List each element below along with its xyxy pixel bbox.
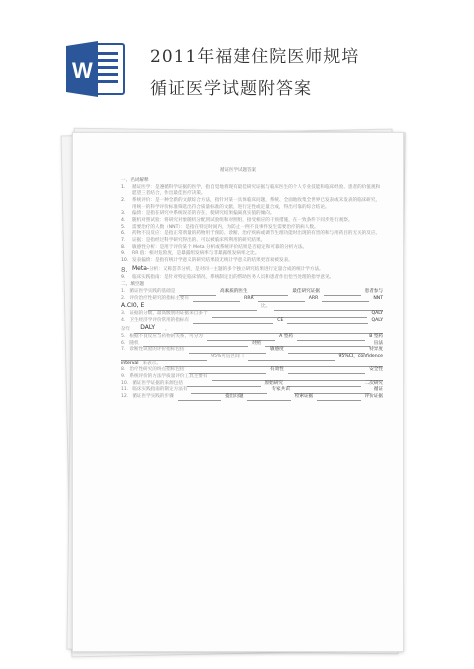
list-item bbox=[121, 296, 383, 303]
item-number: 4. bbox=[121, 217, 126, 223]
item-number: 3. bbox=[121, 310, 126, 316]
item-text: 系统评价：是一种全新的文献综合方法，指针对某一具体临床问题，系统、全面地收集全世界已发表或未发表的临床研究，用统一的科学评价标准筛选出符合质量标准的文献，进行定性或定量合成，得出可靠的综合结论。 bbox=[132, 197, 381, 210]
item-text: 评价治疗性研究的指标主要有 bbox=[129, 295, 190, 301]
item-number: 6. bbox=[121, 340, 126, 346]
list-item bbox=[121, 318, 383, 325]
item-text: 卫生经济学评价常用的指标有 bbox=[129, 317, 190, 323]
answer-text: 患者参与 bbox=[364, 288, 383, 294]
aci-tail: 比。 bbox=[261, 304, 271, 310]
document-preview[interactable] bbox=[66, 128, 404, 656]
list-item bbox=[121, 218, 383, 225]
section-heading: 一、名词解释 bbox=[121, 178, 149, 183]
answer-text: 原始研究 bbox=[264, 380, 283, 386]
item-number: 2. bbox=[121, 295, 126, 301]
svg-text:W: W bbox=[72, 58, 93, 83]
answer-text: ARR bbox=[308, 295, 319, 301]
answer-blank bbox=[258, 296, 305, 302]
list-item bbox=[121, 311, 383, 318]
answer-blank bbox=[287, 381, 361, 387]
item-text: 需要治疗的人数（NNT）：是指在特定时间内，为防止一例不良事件发生需要治疗的病人数。 bbox=[132, 224, 319, 230]
list-item bbox=[121, 275, 383, 282]
item-number: 10. bbox=[121, 257, 129, 263]
item-number: 8. bbox=[121, 244, 126, 250]
answer-blank bbox=[322, 296, 369, 302]
fill-list bbox=[121, 334, 383, 354]
answer-text: RRR bbox=[244, 295, 254, 301]
list-item bbox=[121, 231, 383, 238]
fill-list bbox=[121, 367, 383, 400]
list-item bbox=[121, 324, 383, 334]
item-text: 发表偏倚：是指有统计学意义的研究结果较无统计学意义的结果更容易被发表。 bbox=[132, 257, 293, 263]
word-icon bbox=[64, 38, 126, 100]
item-number: 5. bbox=[121, 333, 126, 339]
item-text: 敏感性分析：是用于评价某个 Meta 分析或系统评价结果是否稳定和可靠的分析方法。 bbox=[132, 244, 308, 250]
item-number: 11. bbox=[121, 387, 129, 393]
daly-suffix: 。 bbox=[165, 327, 170, 333]
answer-text: 高素质的医生 bbox=[220, 288, 248, 294]
item-text: 证据：是指经过科学研究得出的、可以被临床所利用的研究结果。 bbox=[132, 237, 266, 243]
fill-list bbox=[121, 311, 383, 324]
answer-text: QALY bbox=[371, 310, 383, 316]
daly-label: DALY bbox=[134, 324, 161, 334]
answer-text: 敏感度 bbox=[269, 347, 284, 353]
list-item bbox=[121, 354, 383, 361]
answer-blank bbox=[247, 395, 290, 401]
item-number: 10. bbox=[121, 380, 129, 386]
item-number: 4. bbox=[121, 317, 126, 323]
answer-text: 对照 bbox=[251, 340, 261, 346]
item-number: 3. bbox=[121, 211, 126, 217]
fill-list bbox=[121, 289, 383, 302]
list-item bbox=[121, 185, 383, 198]
item-text: 随机对照试验：将研究对象随机分配到试验组和对照组，接受相应的干预措施，在一致条件下同步进行观察。 bbox=[132, 217, 353, 223]
item-text: 随机 bbox=[129, 340, 139, 346]
item-number: 6. bbox=[121, 231, 126, 237]
answer-blank bbox=[248, 355, 334, 361]
item-text: 证据的分级，最高级别的证据来自多个 bbox=[129, 310, 208, 316]
list-item bbox=[121, 334, 383, 341]
item-number: 12. bbox=[121, 393, 129, 399]
list-item bbox=[121, 198, 383, 211]
item-text: RR 值：相对危险度，是暴露组发病率与非暴露组发病率之比。 bbox=[132, 251, 260, 257]
item-text: 循证医学证据的来源包括 bbox=[132, 380, 183, 386]
answer-text: 盲法 bbox=[373, 340, 383, 346]
item-text: 治疗性研究的终点指标包括 bbox=[129, 367, 185, 373]
answer-blank bbox=[212, 375, 384, 381]
answer-blank bbox=[288, 368, 365, 374]
item-number: 2. bbox=[121, 197, 126, 203]
answer-blank bbox=[212, 312, 368, 318]
item-text: 根据不良反应与药物的关系，可分为 bbox=[129, 333, 203, 339]
answer-blank bbox=[287, 318, 367, 324]
list-item bbox=[121, 238, 383, 245]
answer-text: 专家共识 bbox=[271, 387, 290, 393]
document-page bbox=[72, 132, 404, 652]
answer-text: B 型药 bbox=[369, 333, 384, 339]
aci-label: A.CI0, E bbox=[121, 302, 145, 310]
answer-blank bbox=[252, 290, 289, 296]
list-item bbox=[121, 347, 383, 354]
meta-text: 分析：又称荟萃分析，是对同一主题的多个独立研究结果进行定量合成的统计学方法。 bbox=[149, 266, 324, 272]
ci-prefix: 95%可信区间（ bbox=[211, 353, 245, 359]
list-item bbox=[121, 302, 383, 311]
answer-text: 最佳研究证据 bbox=[292, 288, 320, 294]
list-item bbox=[121, 394, 383, 401]
answer-text: CE bbox=[277, 317, 284, 323]
interval-label: interval bbox=[121, 360, 139, 366]
list-item bbox=[121, 211, 383, 218]
ci-right: 95%CI，confidence bbox=[338, 353, 384, 359]
document-heading: 循证医学试题答案 bbox=[220, 168, 256, 173]
list-item bbox=[121, 374, 383, 381]
item-number: 8. bbox=[121, 367, 126, 373]
daly-prefix: 杂年 bbox=[121, 327, 131, 333]
answer-blank bbox=[193, 318, 273, 324]
answer-blank bbox=[317, 395, 360, 401]
item-number: 9. bbox=[121, 251, 126, 257]
list-item bbox=[121, 258, 383, 265]
item-text: 诊断性试验的评价指标包括 bbox=[129, 347, 185, 353]
item-number: 1. bbox=[121, 184, 126, 190]
answer-text: A 型药 bbox=[279, 333, 293, 339]
item-text: 药物不良反应：是指正常剂量的药物用于预防、诊断、治疗疾病或调节生理功能时出现的有害的和与用药目的无关的反应。 bbox=[132, 231, 381, 237]
answer-text: QALY bbox=[371, 317, 384, 323]
answer-text: NNT bbox=[373, 295, 384, 301]
answer-blank bbox=[178, 395, 221, 401]
item-number: 9. bbox=[121, 373, 126, 379]
answer-text: 评价证据 bbox=[364, 393, 384, 399]
meta-number: 8. bbox=[121, 265, 128, 274]
list-item bbox=[121, 251, 383, 258]
item-number: 5. bbox=[121, 224, 126, 230]
item-text: 循证医学实践的基础是 bbox=[129, 288, 176, 294]
item-text: 系统评价的方法学质量评价工具主要有 bbox=[129, 373, 208, 379]
item-number: 9. bbox=[121, 274, 126, 280]
item-text: 偏倚：是指在研究中系统误差的存在，使研究结果偏离真实值的倾向。 bbox=[132, 211, 275, 217]
answer-blank bbox=[207, 335, 275, 341]
answer-text: 特异度 bbox=[369, 347, 383, 353]
page-header bbox=[0, 0, 474, 110]
item-text: 循证医学：是遵循科学证据的医学，指自觉地将现有最佳研究证据与临床医生的个人专业技能和临床经验、患者的价值观和愿望三者结合，作出最佳医疗决策。 bbox=[132, 184, 381, 197]
item-number: 7. bbox=[121, 347, 126, 353]
answer-blank bbox=[324, 290, 361, 296]
answer-blank bbox=[187, 381, 261, 387]
answer-text: 有效性 bbox=[269, 367, 284, 373]
answer-text: 循证 bbox=[373, 387, 384, 393]
answer-blank bbox=[297, 335, 365, 341]
list-item bbox=[121, 367, 383, 374]
list-item bbox=[121, 289, 383, 296]
item-number: 7. bbox=[121, 237, 126, 243]
answer-text: 二次研究 bbox=[364, 380, 384, 386]
item-text: 循证医学实践的步骤 bbox=[132, 393, 174, 399]
document-title-line1: 2011年福建住院医师规培 bbox=[150, 47, 360, 67]
answer-text: 提出问题 bbox=[225, 393, 244, 399]
definitions-list bbox=[121, 185, 383, 265]
document-body bbox=[121, 177, 383, 401]
document-title-line2: 循证医学试题附答案 bbox=[150, 79, 312, 99]
answer-text: 检索证据 bbox=[294, 393, 314, 399]
interval-tail: 来表示。 bbox=[142, 360, 161, 366]
item-text: 临床实践指南的制定方法有 bbox=[132, 387, 188, 393]
answer-blank bbox=[274, 305, 383, 311]
meta-label: Meta- bbox=[132, 264, 150, 272]
answer-text: 安全性 bbox=[369, 367, 383, 373]
list-item bbox=[121, 265, 383, 275]
section-heading: 二、填空题 bbox=[121, 282, 144, 288]
item-number: 1. bbox=[121, 288, 126, 294]
item-text: 临床实践指南：是针对特定临床情况，系统制定出的帮助医务人员和患者作出恰当处理的指导意见。 bbox=[132, 274, 335, 280]
list-item bbox=[121, 387, 383, 394]
answer-blank bbox=[193, 296, 240, 302]
